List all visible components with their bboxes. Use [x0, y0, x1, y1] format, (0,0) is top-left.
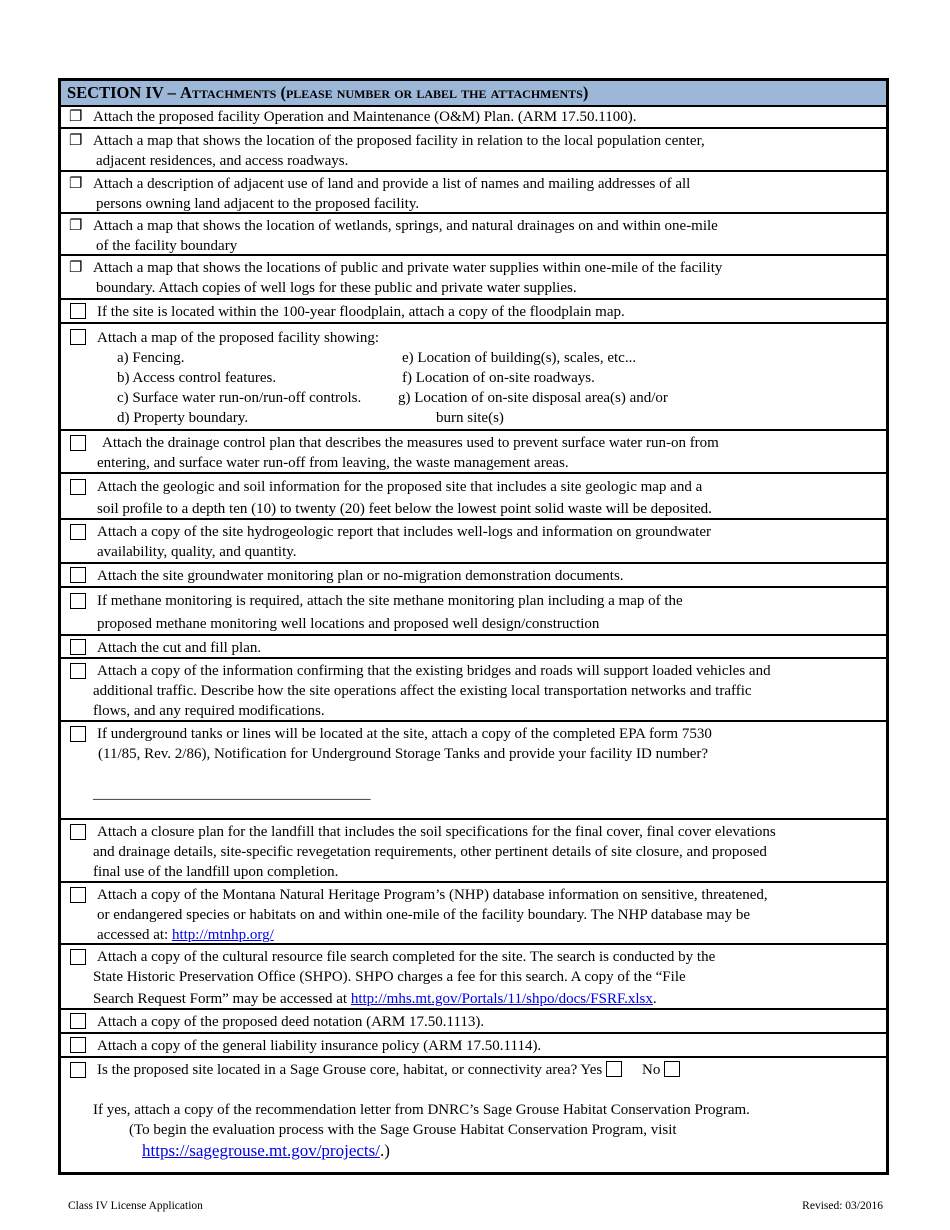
checkbox-icon[interactable]: ❐: [69, 109, 83, 125]
checkbox[interactable]: [70, 1037, 86, 1053]
item-line: Attach a copy of the Montana Natural Heritage Program’s (NHP) database information on sensitive, threatened,: [97, 887, 768, 903]
item-sage-grouse: [61, 1058, 886, 1181]
item-drainage: [61, 431, 886, 474]
sub-item: burn site(s): [436, 410, 504, 426]
item-line: If methane monitoring is required, attach the site methane monitoring plan including a map of the: [97, 593, 683, 609]
sub-item: e) Location of building(s), scales, etc...: [402, 350, 637, 366]
item-tanks: [61, 722, 886, 820]
item-text: If the site is located within the 100-year floodplain, attach a copy of the floodplain map.: [97, 304, 625, 320]
section-subtitle: Attachments (please number or label the attachments): [179, 83, 589, 102]
item-text: Attach a map of the proposed facility showing:: [97, 330, 380, 346]
footer-right: Revised: 03/2016: [802, 1200, 883, 1212]
checkbox-icon[interactable]: ❐: [69, 176, 83, 192]
nhp-link[interactable]: http://mtnhp.org/: [171, 927, 274, 943]
item-line: and drainage details, site-specific revegetation requirements, other pertinent details of site closure, and proposed: [93, 844, 767, 860]
checkbox[interactable]: [70, 639, 86, 655]
item-insurance: [61, 1034, 886, 1058]
sub-item: b) Access control features.: [117, 370, 277, 386]
item-closure: [61, 820, 886, 883]
checkbox[interactable]: [70, 824, 86, 840]
footer-left: Class IV License Application: [68, 1200, 203, 1212]
sage-note: (To begin the evaluation process with the Sage Grouse Habitat Conservation Program, visit: [129, 1122, 677, 1138]
checkbox[interactable]: [70, 1062, 86, 1078]
checkbox[interactable]: [70, 593, 86, 609]
item-line: accessed at:: [97, 927, 172, 943]
checkbox-icon[interactable]: ❐: [69, 218, 83, 234]
item-shpo: [61, 945, 886, 1010]
item-line: (11/85, Rev. 2/86), Notification for Underground Storage Tanks and provide your facility ID number?: [98, 746, 709, 762]
item-deed: [61, 1010, 886, 1034]
checkbox[interactable]: [70, 435, 86, 451]
sub-item: f) Location of on-site roadways.: [402, 370, 595, 386]
item-line: boundary. Attach copies of well logs for these public and private water supplies.: [96, 280, 577, 296]
yes-checkbox[interactable]: [606, 1061, 622, 1077]
item-map-population: [61, 129, 886, 172]
item-line-tail: .: [652, 991, 657, 1007]
item-line: Attach a copy of the site hydrogeologic report that includes well-logs and information on groundwater: [97, 524, 711, 540]
no-label: No: [642, 1062, 665, 1078]
checkbox[interactable]: [70, 663, 86, 679]
item-methane: [61, 588, 886, 636]
sage-tail: .): [379, 1141, 390, 1160]
item-bridges: [61, 659, 886, 722]
sub-item: a) Fencing.: [117, 350, 185, 366]
checkbox[interactable]: [70, 567, 86, 583]
item-text: Attach a copy of the general liability insurance policy (ARM 17.50.1114).: [97, 1038, 542, 1054]
item-line: or endangered species or habitats on and within one-mile of the facility boundary. The NHP database may be: [97, 907, 750, 923]
item-line: proposed methane monitoring well locations and proposed well design/construction: [97, 616, 600, 632]
sub-item: g) Location of on-site disposal area(s) and/or: [398, 390, 668, 406]
checkbox[interactable]: [70, 479, 86, 495]
item-line: availability, quality, and quantity.: [97, 544, 297, 560]
no-checkbox[interactable]: [664, 1061, 680, 1077]
item-line: Attach the geologic and soil information for the proposed site that includes a site geologic map and a: [97, 479, 703, 495]
item-line: Search Request Form” may be accessed at: [93, 991, 351, 1007]
facility-id-field[interactable]: _____________________________________: [93, 786, 371, 802]
item-line: Attach a description of adjacent use of land and provide a list of names and mailing addresses of all: [93, 176, 691, 192]
item-floodplain: [61, 300, 886, 324]
item-line: additional traffic. Describe how the site operations affect the existing local transportation networks and traffic: [93, 683, 752, 699]
item-adjacent-land: [61, 172, 886, 214]
checkbox-icon[interactable]: ❐: [69, 133, 83, 149]
item-nhp: [61, 883, 886, 945]
item-line: final use of the landfill upon completion.: [93, 864, 339, 880]
item-om-plan: [61, 107, 886, 129]
item-line: entering, and surface water run-off from leaving, the waste management areas.: [97, 455, 569, 471]
item-line: flows, and any required modifications.: [93, 703, 325, 719]
sub-item: c) Surface water run-on/run-off controls.: [117, 390, 362, 406]
checkbox[interactable]: [70, 303, 86, 319]
item-line: Attach a copy of the cultural resource file search completed for the site. The search is conducted by the: [97, 949, 716, 965]
sage-instruction: If yes, attach a copy of the recommendation letter from DNRC’s Sage Grouse Habitat Conservation Program.: [93, 1102, 750, 1118]
item-line: soil profile to a depth ten (10) to twenty (20) feet below the lowest point solid waste will be deposited.: [97, 501, 712, 517]
item-cut-fill: [61, 636, 886, 659]
item-hydrogeologic: [61, 520, 886, 564]
checkbox[interactable]: [70, 949, 86, 965]
section-header: [61, 81, 886, 107]
item-line: persons owning land adjacent to the proposed facility.: [96, 196, 420, 212]
attachments-form: [58, 78, 889, 1175]
item-line: Attach a map that shows the location of the proposed facility in relation to the local population center,: [93, 133, 705, 149]
item-line: Attach the drainage control plan that describes the measures used to prevent surface water run-on from: [102, 435, 719, 451]
item-text: Attach the cut and fill plan.: [97, 640, 262, 656]
item-wetlands: [61, 214, 886, 256]
item-line: State Historic Preservation Office (SHPO). SHPO charges a fee for this search. A copy of the “File: [93, 969, 686, 985]
item-water-supplies: [61, 256, 886, 300]
item-line: adjacent residences, and access roadways.: [96, 153, 349, 169]
checkbox[interactable]: [70, 1013, 86, 1029]
item-text: Attach the site groundwater monitoring plan or no-migration demonstration documents.: [97, 568, 624, 584]
shpo-link[interactable]: http://mhs.mt.gov/Portals/11/shpo/docs/FSRF.xlsx: [350, 991, 653, 1007]
item-line: Attach a copy of the information confirming that the existing bridges and roads will support loaded vehicles and: [97, 663, 771, 679]
checkbox[interactable]: [70, 726, 86, 742]
checkbox[interactable]: [70, 329, 86, 345]
item-geologic: [61, 474, 886, 520]
sage-question: Is the proposed site located in a Sage Grouse core, habitat, or connectivity area? Yes: [97, 1062, 607, 1078]
checkbox[interactable]: [70, 887, 86, 903]
sub-item: d) Property boundary.: [117, 410, 249, 426]
checkbox-icon[interactable]: ❐: [69, 260, 83, 276]
item-line: of the facility boundary: [96, 238, 238, 254]
item-line: Attach a map that shows the location of wetlands, springs, and natural drainages on and within one-mile: [93, 218, 718, 234]
item-line: Attach a closure plan for the landfill that includes the soil specifications for the final cover, final cover elevations: [97, 824, 776, 840]
item-groundwater: [61, 564, 886, 588]
checkbox[interactable]: [70, 524, 86, 540]
item-facility-map: [61, 324, 886, 431]
section-title: SECTION IV –: [67, 83, 180, 102]
item-line: Attach a map that shows the locations of public and private water supplies within one-mile of the facility: [93, 260, 723, 276]
sage-link[interactable]: https://sagegrouse.mt.gov/projects/: [142, 1141, 380, 1160]
item-line: If underground tanks or lines will be located at the site, attach a copy of the completed EPA form 7530: [97, 726, 712, 742]
item-text: Attach the proposed facility Operation and Maintenance (O&M) Plan. (ARM 17.50.1100).: [93, 109, 637, 125]
item-text: Attach a copy of the proposed deed notation (ARM 17.50.1113).: [97, 1014, 485, 1030]
